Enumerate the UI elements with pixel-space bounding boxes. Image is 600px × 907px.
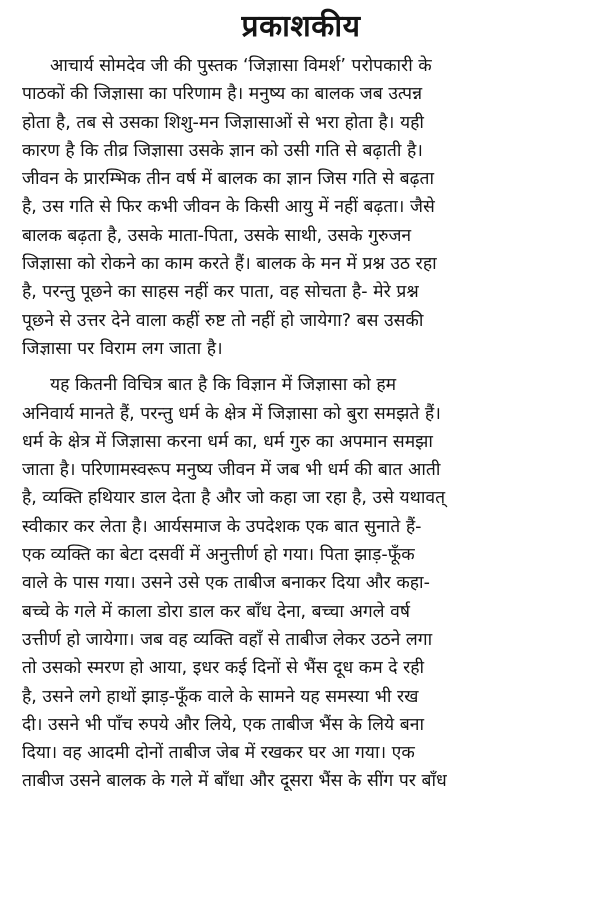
text-line: एक व्यक्ति का बेटा दसवीं में अनुत्तीर्ण हो गया। पिता झाड़-फूँक <box>22 545 415 566</box>
text-line: है, उस गति से फिर कभी जीवन के किसी आयु में नहीं बढ़ता। जैसे <box>22 197 435 218</box>
text-line: यह कितनी विचित्र बात है कि विज्ञान में जिज्ञासा को हम <box>50 375 397 396</box>
text-line: स्वीकार कर लेता है। आर्यसमाज के उपदेशक एक बात सुनाते हैं- <box>22 516 422 537</box>
text-line: धर्म के क्षेत्र में जिज्ञासा करना धर्म का, धर्म गुरु का अपमान समझा <box>22 431 433 452</box>
text-line: कारण है कि तीव्र जिज्ञासा उसके ज्ञान को उसी गति से बढ़ाती है। <box>22 140 423 161</box>
text-line: ताबीज उसने बालक के गले में बाँधा और दूसरा भैंस के सींग पर बाँध <box>22 771 447 792</box>
text-line: है, परन्तु पूछने का साहस नहीं कर पाता, वह सोचता है- मेरे प्रश्न <box>22 282 419 303</box>
paragraph-2 <box>22 371 580 795</box>
page-title: प्रकाशकीय <box>241 9 361 44</box>
text-line: जिज्ञासा पर विराम लग जाता है। <box>22 338 223 359</box>
text-line: पूछने से उत्तर देने वाला कहीं रुष्ट तो नहीं हो जायेगा? बस उसकी <box>22 310 424 331</box>
text-line: आचार्य सोमदेव जी की पुस्तक ‘जिज्ञासा विमर्श’ परोपकारी के <box>50 56 432 76</box>
text-line: बालक बढ़ता है, उसके माता-पिता, उसके साथी, उसके गुरुजन <box>22 225 412 246</box>
text-line: होता है, तब से उसका शिशु-मन जिज्ञासाओं से भरा होता है। यही <box>22 112 424 133</box>
text-line: जीवन के प्रारम्भिक तीन वर्ष में बालक का ज्ञान जिस गति से बढ़ता <box>22 169 435 190</box>
text-line: दिया। वह आदमी दोनों ताबीज जेब में रखकर घर आ गया। एक <box>22 743 415 764</box>
text-line: अनिवार्य मानते हैं, परन्तु धर्म के क्षेत्र में जिज्ञासा को बुरा समझते हैं। <box>22 403 441 424</box>
paragraph-1 <box>22 52 580 363</box>
text-line: वाले के पास गया। उसने उसे एक ताबीज बनाकर दिया और कहा- <box>22 573 430 594</box>
text-line: बच्चे के गले में काला डोरा डाल कर बाँध देना, बच्चा अगले वर्ष <box>22 601 410 622</box>
text-line: जिज्ञासा को रोकने का काम करते हैं। बालक के मन में प्रश्न उठ रहा <box>22 254 437 275</box>
text-line: पाठकों की जिज्ञासा का परिणाम है। मनुष्य का बालक जब उत्पन्न <box>22 84 423 105</box>
text-line: उत्तीर्ण हो जायेगा। जब वह व्यक्ति वहाँ से ताबीज लेकर उठने लगा <box>22 629 433 650</box>
text-line: तो उसको स्मरण हो आया, इधर कई दिनों से भैंस दूध कम दे रही <box>22 658 425 679</box>
text-line: जाता है। परिणामस्वरूप मनुष्य जीवन में जब भी धर्म की बात आती <box>22 460 441 481</box>
text-line: है, व्यक्ति हथियार डाल देता है और जो कहा जा रहा है, उसे यथावत् <box>22 488 446 509</box>
text-line: दी। उसने भी पाँच रुपये और लिये, एक ताबीज भैंस के लिये बना <box>22 714 424 735</box>
text-line: है, उसने लगे हाथों झाड़-फूँक वाले के सामने यह समस्या भी रख <box>22 686 419 707</box>
